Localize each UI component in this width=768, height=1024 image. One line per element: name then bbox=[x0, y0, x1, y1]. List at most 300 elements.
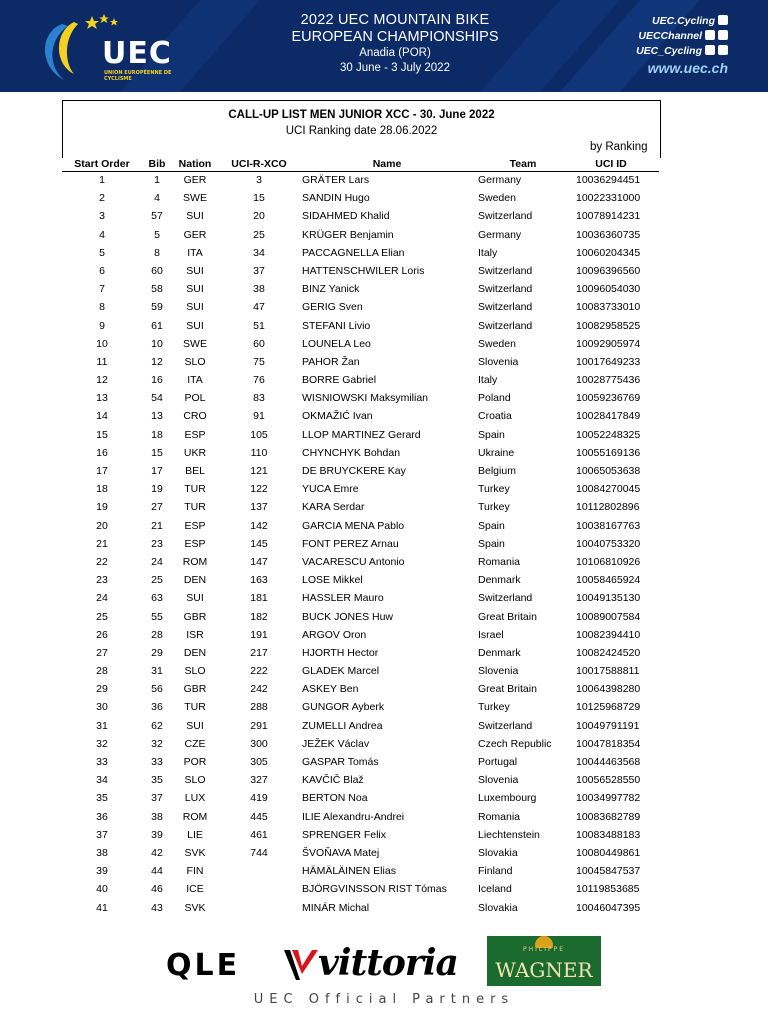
cell-uci-id: 10064398280 bbox=[576, 683, 641, 696]
cell-start-order: 37 bbox=[96, 828, 108, 841]
cell-nation: DEN bbox=[183, 574, 207, 587]
youtube-icon bbox=[705, 30, 715, 40]
cell-start-order: 26 bbox=[96, 628, 108, 641]
table-row bbox=[62, 627, 659, 645]
cell-uci-id: 10049791191 bbox=[576, 719, 640, 732]
event-dates: 30 June - 3 July 2022 bbox=[340, 62, 450, 74]
cell-start-order: 16 bbox=[96, 446, 108, 459]
cell-team: Finland bbox=[478, 865, 513, 878]
cell-rank: 83 bbox=[253, 392, 265, 405]
cell-rank: 327 bbox=[250, 774, 268, 787]
cell-rank: 20 bbox=[253, 210, 265, 223]
cell-uci-id: 10028775436 bbox=[576, 374, 641, 387]
cell-uci-id: 10082394410 bbox=[576, 628, 641, 641]
cell-name: GUNGOR Ayberk bbox=[302, 701, 385, 714]
cell-name: BJÖRGVINSSON RIST Tómas bbox=[302, 883, 447, 896]
cell-bib: 57 bbox=[151, 210, 163, 223]
cell-uci-id: 10055169136 bbox=[576, 446, 641, 459]
table-row bbox=[62, 881, 659, 899]
cell-uci-id: 10040753320 bbox=[576, 537, 641, 550]
cell-bib: 1 bbox=[154, 174, 160, 186]
table-row bbox=[62, 809, 659, 827]
table-row bbox=[62, 172, 659, 190]
cell-bib: 21 bbox=[151, 519, 163, 532]
cell-name: SIDAHMED Khalid bbox=[302, 210, 390, 223]
cell-nation: SLO bbox=[184, 355, 206, 368]
cell-rank: 191 bbox=[250, 628, 268, 641]
cell-uci-id: 10022331000 bbox=[576, 192, 641, 205]
table-row bbox=[62, 208, 659, 226]
cell-nation: SUI bbox=[186, 592, 204, 605]
cell-name: SANDIN Hugo bbox=[302, 192, 370, 205]
cell-team: Italy bbox=[478, 246, 498, 259]
cell-bib: 42 bbox=[151, 846, 163, 859]
header-start-order: Start Order bbox=[74, 158, 130, 170]
cell-nation: SVK bbox=[184, 846, 206, 859]
cell-team: Iceland bbox=[478, 883, 512, 896]
social-youtube[interactable]: UECChannel bbox=[636, 29, 728, 44]
cell-team: Spain bbox=[478, 519, 505, 532]
cell-bib: 54 bbox=[151, 392, 163, 405]
cell-uci-id: 10017588811 bbox=[576, 665, 640, 678]
cell-name: BORRE Gabriel bbox=[302, 374, 377, 387]
cell-uci-id: 10060204345 bbox=[576, 246, 641, 259]
cell-start-order: 24 bbox=[96, 592, 108, 605]
cell-name: MINÁR Michal bbox=[302, 901, 370, 914]
header-rank: UCI-R-XCO bbox=[231, 158, 287, 170]
cell-name: LOUNELA Leo bbox=[302, 337, 371, 350]
table-row bbox=[62, 736, 659, 754]
cell-start-order: 18 bbox=[96, 483, 108, 496]
sort-note: by Ranking bbox=[590, 141, 648, 153]
cell-uci-id: 10096054030 bbox=[576, 283, 641, 296]
cell-uci-id: 10044463568 bbox=[576, 756, 641, 768]
cell-nation: GBR bbox=[183, 610, 207, 623]
table-row bbox=[62, 772, 659, 790]
cell-start-order: 39 bbox=[96, 865, 108, 878]
header-team: Team bbox=[509, 158, 537, 170]
cell-start-order: 40 bbox=[96, 883, 108, 896]
cell-bib: 4 bbox=[154, 192, 160, 205]
table-row bbox=[62, 263, 659, 281]
cell-uci-id: 10045847537 bbox=[576, 865, 641, 878]
cell-name: FONT PEREZ Arnau bbox=[302, 537, 399, 550]
wagner-top-text: PHILIPPE bbox=[522, 946, 566, 953]
cell-team: Luxembourg bbox=[478, 792, 537, 805]
uec-logo-subtitle: UNION EUROPÉENNE DE CYCLISME bbox=[104, 70, 172, 82]
cell-start-order: 21 bbox=[96, 537, 108, 550]
cell-bib: 10 bbox=[151, 337, 163, 350]
cell-nation: DEN bbox=[183, 646, 207, 659]
cell-nation: ICE bbox=[186, 883, 204, 896]
header-name: Name bbox=[372, 158, 402, 170]
cell-rank: 137 bbox=[250, 501, 268, 514]
cell-team: Slovenia bbox=[478, 774, 519, 787]
cell-name: GRÄTER Lars bbox=[302, 174, 370, 186]
table-row bbox=[62, 318, 659, 336]
cell-name: LLOP MARTINEZ Gerard bbox=[302, 428, 421, 441]
table-body bbox=[62, 172, 659, 918]
cell-name: KAVČIČ Blaž bbox=[302, 774, 364, 787]
cell-name: DE BRUYCKERE Kay bbox=[302, 465, 406, 477]
cell-start-order: 8 bbox=[99, 301, 105, 314]
cell-name: BUCK JONES Huw bbox=[302, 610, 394, 623]
cell-bib: 16 bbox=[151, 374, 163, 387]
table-header bbox=[62, 157, 659, 172]
cell-name: KRÜGER Benjamin bbox=[302, 228, 394, 241]
cell-start-order: 34 bbox=[96, 774, 108, 787]
table-row bbox=[62, 554, 659, 572]
cell-rank: 60 bbox=[253, 337, 265, 350]
cell-team: Slovakia bbox=[478, 901, 518, 914]
cell-nation: SVK bbox=[184, 901, 206, 914]
cell-team: Romania bbox=[478, 810, 521, 823]
cell-start-order: 20 bbox=[96, 519, 108, 532]
cell-rank: 288 bbox=[250, 701, 268, 714]
partner-vittoria-logo: vittoria bbox=[318, 942, 458, 984]
cell-team: Liechtenstein bbox=[478, 828, 540, 841]
cell-rank: 145 bbox=[250, 537, 268, 550]
cell-nation: SUI bbox=[186, 319, 204, 332]
cell-name: JEŽEK Václav bbox=[302, 737, 370, 750]
cell-name: VACARESCU Antonio bbox=[302, 555, 405, 568]
cell-bib: 31 bbox=[151, 665, 163, 678]
cell-bib: 44 bbox=[151, 865, 163, 878]
cell-start-order: 6 bbox=[99, 264, 105, 277]
table-row bbox=[62, 190, 659, 208]
cell-uci-id: 10092905974 bbox=[576, 337, 641, 350]
header-bib: Bib bbox=[148, 158, 166, 170]
cell-team: Israel bbox=[478, 628, 504, 641]
cell-nation: SUI bbox=[186, 719, 204, 732]
document-title: CALL-UP LIST MEN JUNIOR XCC - 30. June 2022 bbox=[228, 109, 495, 121]
table-row bbox=[62, 790, 659, 808]
cell-uci-id: 10034997782 bbox=[576, 792, 641, 805]
cell-name: WISNIOWSKI Maksymilian bbox=[302, 392, 429, 405]
cell-bib: 36 bbox=[151, 701, 163, 714]
table-row bbox=[62, 481, 659, 499]
cell-team: Spain bbox=[478, 537, 505, 550]
cell-bib: 58 bbox=[151, 283, 163, 296]
cell-nation: CRO bbox=[183, 410, 207, 423]
cell-name: HASSLER Mauro bbox=[302, 592, 384, 605]
cell-rank: 445 bbox=[250, 810, 268, 823]
cell-name: CHYNCHYK Bohdan bbox=[302, 446, 401, 459]
cell-uci-id: 10106810926 bbox=[576, 555, 641, 568]
table-row bbox=[62, 336, 659, 354]
table-row bbox=[62, 699, 659, 717]
cell-team: Sweden bbox=[478, 192, 516, 205]
cell-bib: 8 bbox=[154, 246, 160, 259]
cell-start-order: 15 bbox=[96, 428, 108, 441]
cell-nation: ISR bbox=[186, 628, 204, 641]
instagram-icon bbox=[718, 45, 728, 55]
cell-uci-id: 10047818354 bbox=[576, 737, 641, 750]
cell-name: ARGOV Oron bbox=[302, 628, 367, 641]
cell-bib: 55 bbox=[151, 610, 163, 623]
cell-rank: 147 bbox=[250, 555, 268, 568]
cell-uci-id: 10058465924 bbox=[576, 574, 641, 587]
table-row bbox=[62, 663, 659, 681]
cell-start-order: 23 bbox=[96, 574, 108, 587]
cell-nation: SWE bbox=[183, 192, 207, 205]
cell-uci-id: 10125968729 bbox=[576, 701, 641, 714]
cell-start-order: 22 bbox=[96, 555, 108, 568]
cell-team: Switzerland bbox=[478, 301, 533, 314]
cell-team: Ukraine bbox=[478, 446, 515, 459]
cell-name: HÄMÄLÄINEN Elias bbox=[302, 865, 396, 878]
cell-uci-id: 10038167763 bbox=[576, 519, 641, 532]
cell-uci-id: 10017649233 bbox=[576, 355, 641, 368]
cell-team: Switzerland bbox=[478, 210, 533, 223]
cell-rank: 242 bbox=[250, 683, 268, 696]
social-facebook[interactable]: UEC.Cycling bbox=[636, 14, 728, 29]
cell-name: ŠVOŇAVA Matej bbox=[302, 846, 380, 859]
cell-bib: 25 bbox=[151, 574, 163, 587]
table-row bbox=[62, 681, 659, 699]
vittoria-mark-icon bbox=[282, 948, 322, 982]
cell-start-order: 38 bbox=[96, 846, 108, 859]
header-nation: Nation bbox=[178, 158, 212, 170]
cell-team: Switzerland bbox=[478, 283, 533, 296]
table-row bbox=[62, 354, 659, 372]
cell-start-order: 1 bbox=[99, 174, 105, 186]
cell-uci-id: 10096396560 bbox=[576, 264, 641, 277]
table-row bbox=[62, 609, 659, 627]
event-location: Anadia (POR) bbox=[359, 47, 431, 59]
table-row bbox=[62, 900, 659, 918]
cell-rank: 744 bbox=[250, 846, 268, 859]
cell-rank: 217 bbox=[250, 646, 268, 659]
cell-nation: SLO bbox=[184, 774, 206, 787]
cell-bib: 63 bbox=[151, 592, 163, 605]
table-row bbox=[62, 718, 659, 736]
table-row bbox=[62, 845, 659, 863]
cell-nation: ITA bbox=[187, 246, 203, 259]
cell-bib: 43 bbox=[151, 901, 163, 914]
cell-nation: TUR bbox=[184, 701, 206, 714]
cell-team: Portugal bbox=[478, 756, 518, 768]
cell-name: GLADEK Marcel bbox=[302, 665, 380, 678]
cell-team: Switzerland bbox=[478, 319, 533, 332]
cell-rank: 34 bbox=[253, 246, 265, 259]
cell-start-order: 3 bbox=[99, 210, 105, 223]
cell-name: BINZ Yanick bbox=[302, 283, 360, 296]
uec-logo-text: UEC bbox=[102, 36, 172, 71]
cell-team: Belgium bbox=[478, 465, 516, 477]
cell-uci-id: 10083682789 bbox=[576, 810, 641, 823]
cell-team: Romania bbox=[478, 555, 521, 568]
table-row bbox=[62, 518, 659, 536]
cell-bib: 19 bbox=[151, 483, 163, 496]
cell-start-order: 12 bbox=[96, 374, 108, 387]
cell-uci-id: 10056528550 bbox=[576, 774, 641, 787]
table-row bbox=[62, 499, 659, 517]
cell-name: LOSE Mikkel bbox=[302, 574, 363, 587]
cell-bib: 33 bbox=[151, 756, 163, 768]
cell-bib: 61 bbox=[151, 319, 163, 332]
cell-rank: 76 bbox=[253, 374, 265, 387]
cell-bib: 38 bbox=[151, 810, 163, 823]
cell-bib: 35 bbox=[151, 774, 163, 787]
cell-bib: 32 bbox=[151, 737, 163, 750]
cell-start-order: 41 bbox=[96, 901, 108, 914]
cell-team: Spain bbox=[478, 428, 505, 441]
cell-uci-id: 10084270045 bbox=[576, 483, 641, 496]
cell-uci-id: 10082424520 bbox=[576, 646, 641, 659]
cell-start-order: 5 bbox=[99, 246, 105, 259]
cell-bib: 39 bbox=[151, 828, 163, 841]
cell-nation: CZE bbox=[184, 737, 206, 750]
cell-nation: LUX bbox=[184, 792, 206, 805]
cell-name: YUCA Emre bbox=[302, 483, 359, 496]
cell-uci-id: 10059236769 bbox=[576, 392, 641, 405]
cell-rank: 142 bbox=[250, 519, 268, 532]
event-title bbox=[260, 12, 530, 75]
website-link[interactable]: www.uec.ch bbox=[647, 60, 728, 76]
cell-start-order: 13 bbox=[96, 392, 108, 405]
cell-rank: 222 bbox=[250, 665, 268, 678]
cell-rank: 163 bbox=[250, 574, 268, 587]
partners-caption: UEC Official Partners bbox=[253, 992, 515, 1007]
cell-nation: TUR bbox=[184, 483, 206, 496]
cell-rank: 91 bbox=[253, 410, 265, 423]
cell-nation: BEL bbox=[185, 465, 205, 477]
cell-name: SPRENGER Felix bbox=[302, 828, 387, 841]
cell-team: Sweden bbox=[478, 337, 516, 350]
cell-bib: 15 bbox=[151, 446, 163, 459]
cell-rank: 182 bbox=[250, 610, 268, 623]
cell-team: Croatia bbox=[478, 410, 512, 423]
cell-start-order: 25 bbox=[96, 610, 108, 623]
cell-name: PAHOR Žan bbox=[302, 355, 360, 368]
cell-team: Slovenia bbox=[478, 665, 519, 678]
cell-bib: 23 bbox=[151, 537, 163, 550]
cell-start-order: 30 bbox=[96, 701, 108, 714]
cell-team: Slovakia bbox=[478, 846, 518, 859]
cell-nation: FIN bbox=[186, 865, 204, 878]
cell-rank: 419 bbox=[250, 792, 268, 805]
cell-nation: GBR bbox=[183, 683, 207, 696]
cell-team: Denmark bbox=[478, 574, 521, 587]
cell-team: Italy bbox=[478, 374, 498, 387]
cell-start-order: 29 bbox=[96, 683, 108, 696]
cell-rank: 47 bbox=[253, 301, 265, 314]
cell-name: GASPAR Tomás bbox=[302, 756, 379, 768]
cell-name: PACCAGNELLA Elian bbox=[302, 246, 405, 259]
cell-team: Turkey bbox=[478, 483, 510, 496]
cell-team: Great Britain bbox=[478, 610, 537, 623]
table-row bbox=[62, 227, 659, 245]
cell-team: Slovenia bbox=[478, 355, 519, 368]
cell-uci-id: 10046047395 bbox=[576, 901, 641, 914]
cell-team: Denmark bbox=[478, 646, 521, 659]
cell-bib: 46 bbox=[151, 883, 163, 896]
cell-rank: 3 bbox=[256, 174, 262, 186]
cell-uci-id: 10083488183 bbox=[576, 828, 641, 841]
dailymotion-icon bbox=[718, 30, 728, 40]
cell-team: Switzerland bbox=[478, 264, 533, 277]
cell-start-order: 2 bbox=[99, 192, 105, 205]
cell-bib: 59 bbox=[151, 301, 163, 314]
cell-rank: 15 bbox=[253, 192, 265, 205]
event-line-2: EUROPEAN CHAMPIONSHIPS bbox=[291, 29, 499, 45]
table-row bbox=[62, 390, 659, 408]
cell-name: GERIG Sven bbox=[302, 301, 363, 314]
twitter-icon bbox=[705, 45, 715, 55]
cell-nation: SUI bbox=[186, 264, 204, 277]
call-up-table bbox=[62, 157, 659, 918]
cell-rank: 105 bbox=[250, 428, 268, 441]
social-links bbox=[636, 14, 728, 77]
cell-start-order: 31 bbox=[96, 719, 108, 732]
cell-uci-id: 10112802896 bbox=[576, 501, 640, 514]
table-row bbox=[62, 827, 659, 845]
cell-uci-id: 10083733010 bbox=[576, 301, 641, 314]
cell-team: Switzerland bbox=[478, 719, 533, 732]
cell-team: Czech Republic bbox=[478, 737, 552, 750]
table-row bbox=[62, 572, 659, 590]
cell-rank: 25 bbox=[253, 228, 265, 241]
cell-nation: SWE bbox=[183, 337, 207, 350]
cell-team: Turkey bbox=[478, 701, 510, 714]
document-subtitle: UCI Ranking date 28.06.2022 bbox=[285, 125, 438, 137]
cell-rank: 121 bbox=[250, 465, 268, 477]
cell-rank: 110 bbox=[250, 446, 268, 459]
cell-nation: ESP bbox=[184, 428, 206, 441]
header-uci-id: UCI ID bbox=[595, 158, 627, 170]
cell-bib: 5 bbox=[154, 228, 160, 241]
cell-start-order: 32 bbox=[96, 737, 108, 750]
cell-uci-id: 10082958525 bbox=[576, 319, 641, 332]
cell-bib: 62 bbox=[151, 719, 163, 732]
header-banner bbox=[0, 0, 768, 92]
cell-name: ILIE Alexandru-Andrei bbox=[302, 810, 405, 823]
cell-rank: 51 bbox=[253, 319, 265, 332]
cell-uci-id: 10052248325 bbox=[576, 428, 641, 441]
table-row bbox=[62, 590, 659, 608]
cell-uci-id: 10065053638 bbox=[576, 465, 641, 477]
cell-bib: 17 bbox=[151, 465, 163, 477]
cell-name: ZUMELLI Andrea bbox=[302, 719, 383, 732]
cell-uci-id: 10089007584 bbox=[576, 610, 641, 623]
table-row bbox=[62, 536, 659, 554]
cell-name: BERTON Noa bbox=[302, 792, 368, 805]
table-row bbox=[62, 754, 659, 772]
cell-team: Poland bbox=[478, 392, 511, 405]
cell-uci-id: 10119853685 bbox=[576, 883, 640, 896]
cell-rank: 291 bbox=[250, 719, 268, 732]
cell-nation: LIE bbox=[187, 828, 203, 841]
table-row bbox=[62, 863, 659, 881]
cell-rank: 305 bbox=[250, 756, 268, 768]
table-row bbox=[62, 427, 659, 445]
social-twitter[interactable]: UEC_Cycling bbox=[636, 44, 728, 59]
cell-nation: GER bbox=[183, 228, 207, 241]
cell-uci-id: 10049135130 bbox=[576, 592, 641, 605]
cell-name: HJORTH Hector bbox=[302, 646, 379, 659]
cell-nation: GER bbox=[183, 174, 207, 186]
partner-wagner-logo bbox=[487, 936, 601, 986]
table-row bbox=[62, 245, 659, 263]
cell-nation: SUI bbox=[186, 301, 204, 314]
document-title-box bbox=[62, 100, 661, 158]
cell-bib: 18 bbox=[151, 428, 163, 441]
cell-nation: SLO bbox=[184, 665, 206, 678]
cell-rank: 122 bbox=[250, 483, 268, 496]
cell-start-order: 35 bbox=[96, 792, 108, 805]
cell-nation: ROM bbox=[182, 810, 208, 823]
